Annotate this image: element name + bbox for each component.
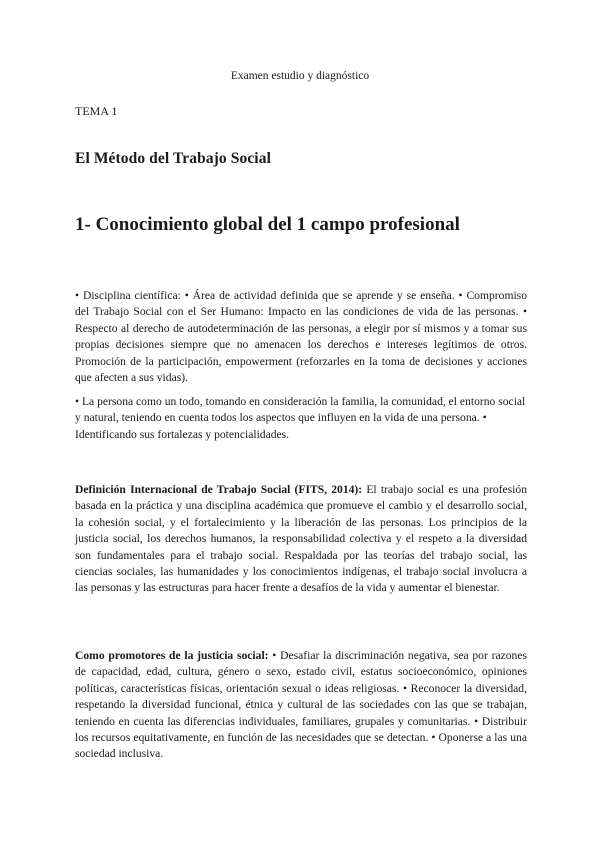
method-title: El Método del Trabajo Social	[75, 150, 271, 167]
page-header: Examen estudio y diagnóstico	[230, 70, 370, 82]
justicia-lead: Como promotores de la justicia social:	[75, 649, 269, 662]
definicion-body: El trabajo social es una profesión basada en la práctica y una disciplina académica que promueve el cambio y el desarrollo social, la cohesión social, y el fortalecimiento y la liberación de las personas. Los principios de la justicia social, los derechos humanos, la responsabilidad colectiva y el respeto a la diversidad son fundamentales para el trabajo social. Respaldada por las teorías del trabajo social, las ciencias sociales, las humanidades y los conocimientos indígenas, el trabajo social involucra a las personas y las estructuras para hacer frente a desafíos de la vida y aumentar el bienestar.	[75, 483, 527, 595]
justicia-body: • Desafiar la discriminación negativa, sea por razones de capacidad, edad, cultura, género o sexo, estado civil, estatus socioeconómico, opiniones políticas, características físicas, orientación sexual o ideas religiosas. • Reconocer la diversidad, respetando la diversidad funcional, étnica y cultural de las sociedades con las que se trabajan, teniendo en cuenta las diferencias individuales, familiares, grupales y comunitarias. • Distribuir los recursos equitativamente, en función de las necesidades que se detectan. • Oponerse a las una sociedad inclusiva.	[75, 649, 527, 761]
paragraph-persona: • La persona como un todo, tomando en consideración la familia, la comunidad, el entorno social y natural, teniendo en cuenta todos los aspectos que influyen en la vida de una persona. • Identificando sus fortalezas y potencialidades.	[75, 395, 526, 441]
paragraph-definicion	[75, 482, 527, 597]
section-title: 1- Conocimiento global del 1 campo profesional	[75, 214, 460, 235]
topic-label: TEMA 1	[75, 104, 118, 118]
paragraph-justicia-social	[75, 648, 527, 763]
paragraph-disciplina: • Disciplina científica: • Área de actividad definida que se aprende y se enseña. • Compromiso del Trabajo Social con el Ser Humano: Impacto en las condiciones de vida de las personas. • Respecto al derecho de autodeterminación de las personas, a elegir por sí mismos y a tomar sus propias decisiones siempre que no amenacen los derechos e intereses legítimos de otros. Promoción de la participación, empowerment (reforzarles en la toma de decisiones y acciones que afecten a sus vidas).	[75, 289, 527, 385]
definicion-lead: Definición Internacional de Trabajo Social (FITS, 2014):	[75, 483, 363, 496]
